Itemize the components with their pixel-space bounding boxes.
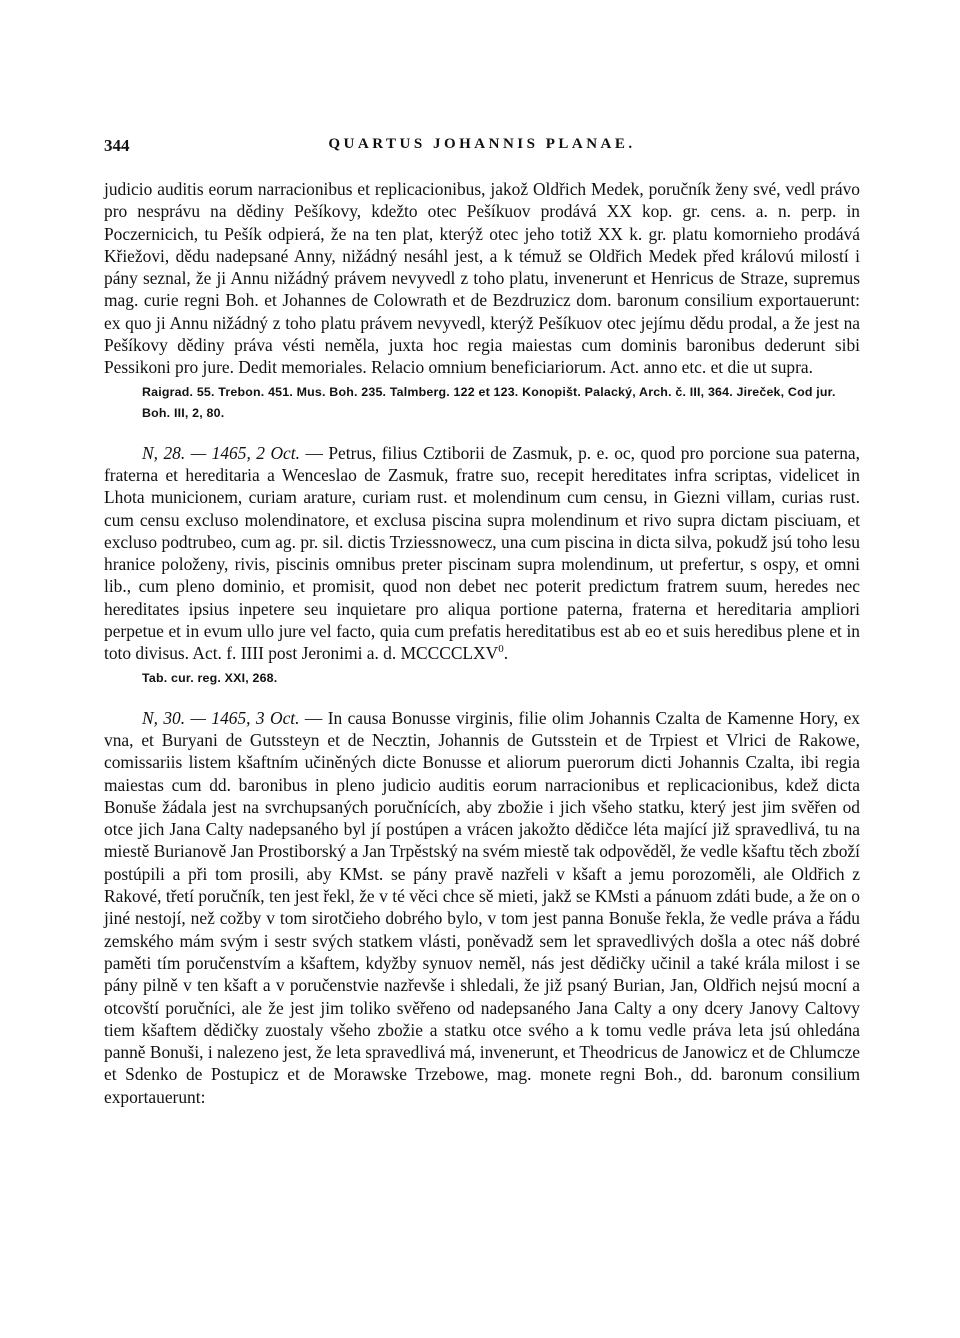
page-number: 344 bbox=[104, 136, 130, 155]
entry-28 bbox=[104, 442, 860, 665]
entry-heading: N, 30. — 1465, 3 Oct. bbox=[142, 707, 300, 728]
entry-text: — In causa Bonusse virginis, filie olim Johannis Czalta de Kamenne Hory, ex vna, et Buryani de Gutssteyn et de Necztin, Johannis de Gutsstein et de Trpiest et Vlrici de Rakowe, comissariis listem kšaftním učiněných dicte Bonusse et aliorum puerorum dicti Johannis Czalta, ibi regia maiestas cum dd. baronibus in pleno judicio auditis eorum narracionibus et replicacionibus, kdež dicta Bonuše žádala jest na svrchupsaných poručnících, aby zbožie i jich všeho statku, který jest jim svěřen od otce jich Jana Calty nadepsaného byl jí postúpen a vrácen jakožto dědičce léta mající již spravedlivá, tu na miestě Burianově Jan Prostiborský a Jan Trpěstský na svém miestě tak odpověděl, že vedle kšaftu těch zboží postúpili a při tom prosili, aby KMst. se pány pravě nazřeli v kšaft a jemu porozoměli, ale Oldřich z Rakové, třetí poručník, ten jest řekl, že v té věci chce sě mieti, jakž se KMsti a pánuom zdáti bude, a že on o jiné nestojí, než cožby v tom sirotčieho dobrého bylo, v tom jest panna Bonuše řekla, že vedle práva a řádu zemského mám svým i sestr svých statkem vlásti, poněvadž sem let spravedlivých došla a otec náš dobré paměti tím poručenstvím a kšaftem, kdyžby synuov neměl, nás jest dědičky učinil a také krála milost i se pány pilně v ten kšaft a v poručenstvie nazřevše i shledali, že již psaný Burian, Jan, Oldřich nejsú mocní a otcovští poručníci, ale že jest jim toliko svěřeno od nadepsaného Jana Calty a ony dcery Janovy Caltovy tiem kšaftem dědičky zuostaly všeho zbožie a statku otce svého a k tomu vedle práva leta jsú ohledána panně Bonuši, i nalezeno jest, že leta spravedlivá má, invenerunt, et Theodricus de Janowicz et de Chlumcze et Sdenko de Postupicz et de Morawske Trzebowe, mag. monete regni Boh., dd. baronum consilium exportauerunt: bbox=[104, 707, 861, 1107]
running-title: QUARTUS JOHANNIS PLANAE. bbox=[328, 136, 636, 152]
superscript: 0 bbox=[498, 643, 504, 656]
entry-heading: N, 28. — 1465, 2 Oct. bbox=[142, 442, 300, 463]
entry-30 bbox=[104, 707, 860, 1108]
page-header bbox=[104, 136, 860, 160]
entry-text: — Petrus, filius Cztiborii de Zasmuk, p. e. oc, quod pro porcione sua paterna, fraterna et hereditaria a Wenceslao de Zasmuk, fratre suo, recepit hereditates infra scriptas, videlicet in Lhota municionem, curiam arature, curiam rust. et molendinum cum censu, in Giezni villam, curias rust. cum censu excluso molendinatore, et exclusa piscina supra molendinum et rivo supra dictam pisciuam, et excluso podtrubeo, cum ag. pr. sil. dictis Trziessnowecz, una cum piscina in dicta silva, pokudž jsú toho lesu hranice položeny, rivis, piscinis omnibus preter piscinam supra molendinum, ut prefertur, s ospy, et omni lib., cum pleno dominio, et promisit, quod non debet nec poterit predictum fratrem suum, heredes nec hereditates ipsius inpetere seu inquietare pro aliqua portione paterna, fraterna et hereditaria ampliori perpetue et in evum ullo jure vel facto, quia cum prefatis hereditatibus est ab eo et suis heredibus plene et in toto divisus. Act. f. IIII post Jeronimi a. d. MCCCCLXV bbox=[104, 442, 861, 664]
source-citation: Raigrad. 55. Trebon. 451. Mus. Boh. 235. Talmberg. 122 et 123. Konopišt. Palacký, Arch. č. III, 364. Jireček, Cod jur. Boh. III, 2, 80. bbox=[142, 384, 836, 420]
source-citation: Tab. cur. reg. XXI, 268. bbox=[142, 670, 278, 685]
entry-end: . bbox=[503, 643, 509, 664]
paragraph-continued: judicio auditis eorum narracionibus et replicacionibus, jakož Oldřich Medek, poručník ženy své, vedl právo pro nesprávu na dědiny Pešíkovy, kdežto otec Pešíkuov prodává XX kop. gr. cens. a. n. perp. in Poczernicich, tu Pešík odpierá, že na ten plat, kterýž otec jeho totiž XX k. gr. platu komornieho prodává Křiežovi, dědu nadepsané Anny, nižádný nesáhl jest, a k témuž se Oldřich Medek před královú milostí i pány seznal, že ji Annu nižádný právem nevyvedl z toho platu, invenerunt et Henricus de Straze, supremus mag. curie regni Boh. et Johannes de Colowrath et de Bezdruzicz dom. baronum consilium exportauerunt: ex quo ji Annu nižádný z toho platu právem nevyvedl, kterýž Pešíkuov otec jejímu dědu prodal, a že jest na Pešíkovy dědiny práva vésti neměla, juxta hoc regia maiestas cum dominis baronibus dederunt sibi Pessikoni pro jure. Dedit memoriales. Relacio omnium beneficiariorum. Act. anno etc. et die ut supra. bbox=[104, 179, 860, 378]
page-body bbox=[104, 178, 860, 1108]
